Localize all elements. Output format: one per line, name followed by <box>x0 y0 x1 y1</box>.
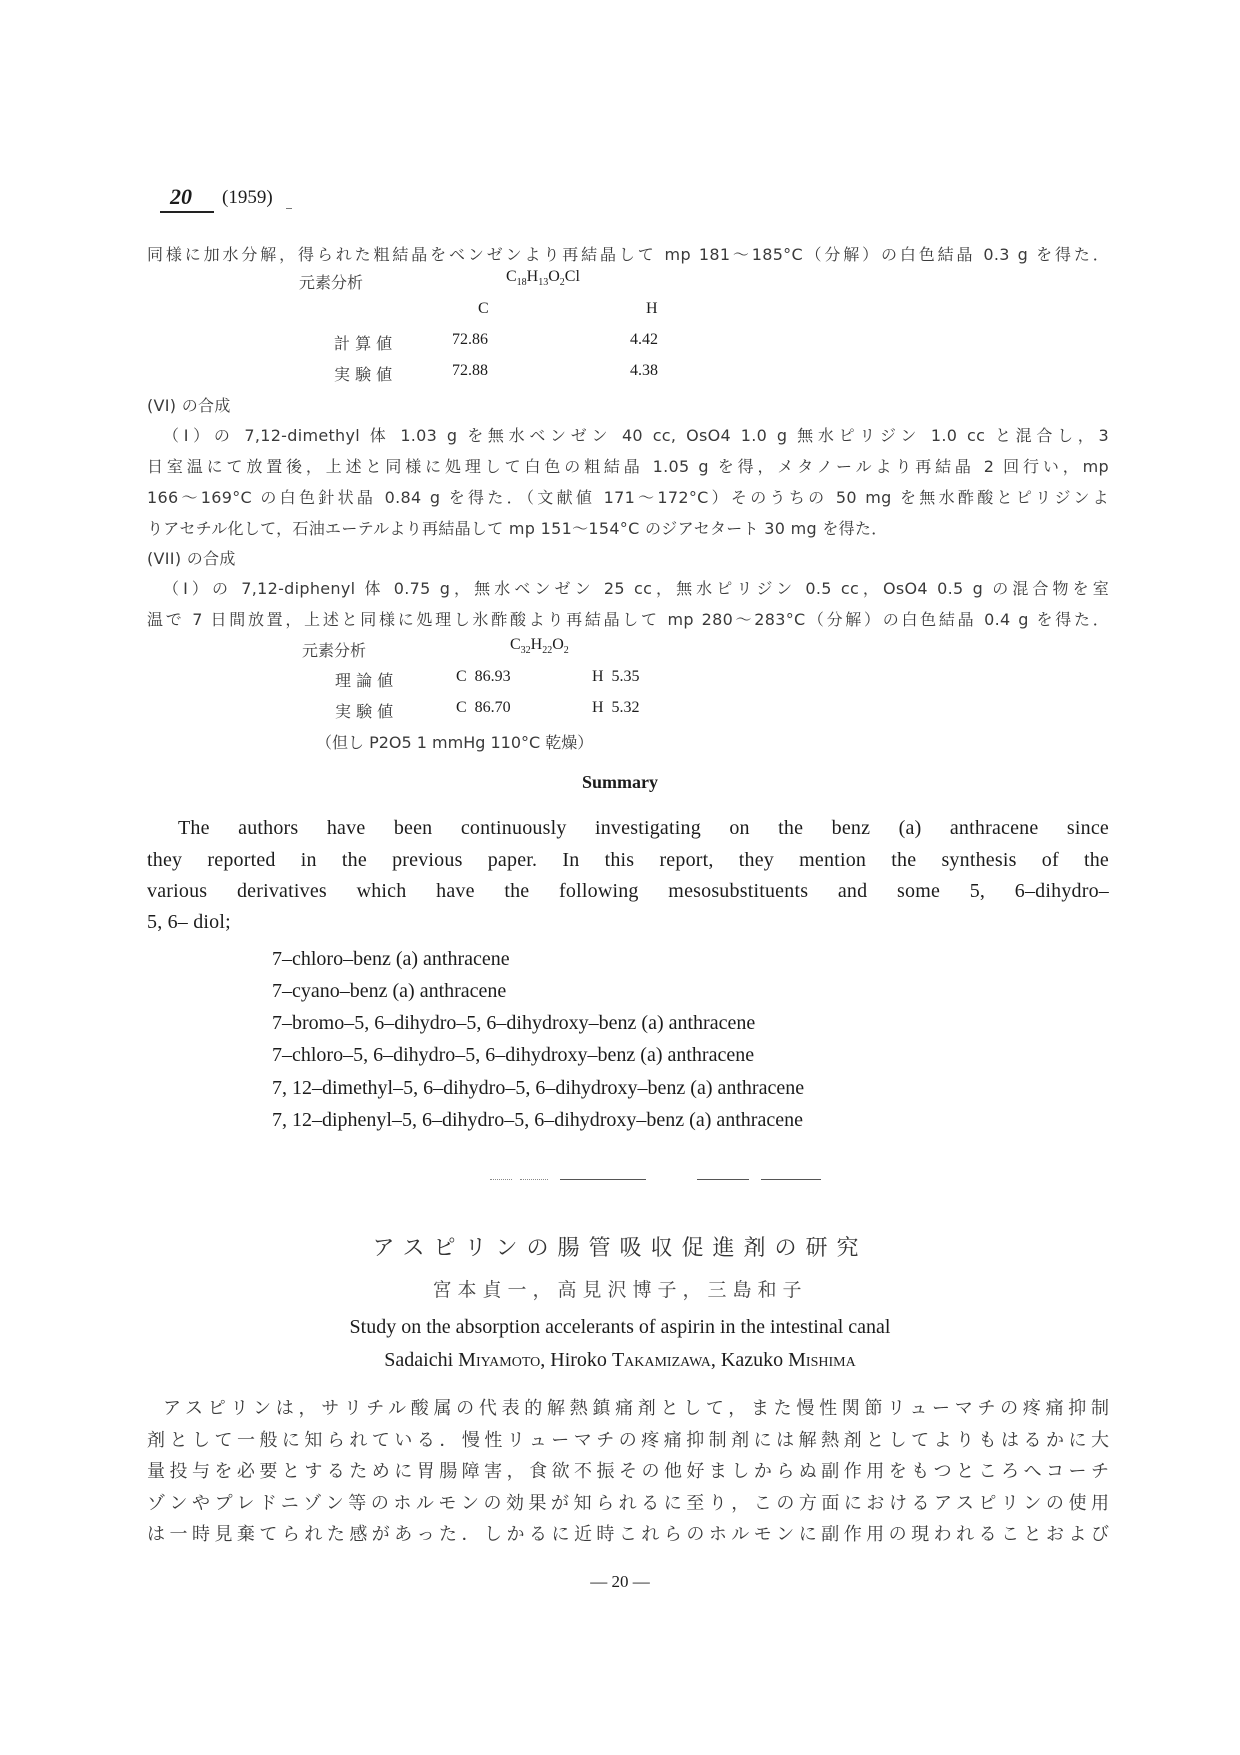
compound-item: 7–chloro–5, 6–dihydro–5, 6–dihydroxy–benz (a) anthracene <box>272 1044 755 1066</box>
paragraph-line: 166～169°C の白色針状晶 0.84 g を得た．（文献値 171～172°C）そのうちの 50 mg を無水酢酸とピリジンよ <box>147 488 1109 507</box>
paragraph-line: （I）の 7,12-diphenyl 体 0.75 g，無水ベンゼン 25 cc，無水ピリジン 0.5 cc，OsO4 0.5 g の混合物を室 <box>163 579 1109 598</box>
compound-item: 7, 12–dimethyl–5, 6–dihydro–5, 6–dihydroxy–benz (a) anthracene <box>272 1077 805 1099</box>
summary-line: various derivatives which have the following mesosubstituents and some 5, 6–dihydro– <box>147 880 1109 902</box>
paragraph-line: ゾンやプレドニゾン等のホルモンの効果が知られるに至り，この方面におけるアスピリンの使用 <box>147 1493 1109 1514</box>
analysis-label: 元素分析 <box>302 641 367 660</box>
compound-item: 7–bromo–5, 6–dihydro–5, 6–dihydroxy–benz (a) anthracene <box>272 1012 756 1034</box>
compound-item: 7, 12–diphenyl–5, 6–dihydro–5, 6–dihydroxy–benz (a) anthracene <box>272 1109 803 1131</box>
paragraph-line: 剤として一般に知られている．慢性リューマチの疼痛抑制剤には解熱剤としてよりもはるかに大 <box>147 1430 1109 1451</box>
row-label: 計 算 値 <box>334 334 393 353</box>
molecular-formula: $C_{32}H_{22}O_2$ <box>510 636 569 657</box>
author-first-name: Kazuko <box>720 1349 784 1371</box>
drying-note: （但し P2O5 1 mmHg 110°C 乾燥） <box>316 733 594 752</box>
paragraph-line: 量投与を必要とするために胃腸障害，食欲不振その他好ましからぬ副作用をもつところへコーチ <box>147 1461 1109 1482</box>
compound-item: 7–cyano–benz (a) anthracene <box>272 980 507 1002</box>
value-h: 4.38 <box>630 362 658 379</box>
summary-heading: Summary <box>582 772 658 792</box>
paragraph-line: （I）の 7,12-dimethyl 体 1.03 g を無水ベンゼン 40 cc, OsO4 1.0 g 無水ピリジン 1.0 cc と混合し，3 <box>163 426 1109 445</box>
publication-year: (1959) <box>222 187 273 208</box>
article-title-en: Study on the absorption accelerants of aspirin in the intestinal canal <box>349 1316 891 1338</box>
header-mark <box>286 208 292 209</box>
section-heading: (VI) の合成 <box>147 396 231 415</box>
paragraph-line: 温で 7 日間放置，上述と同様に処理し氷酢酸より再結晶して mp 280～283°C（分解）の白色結晶 0.4 g を得た． <box>147 610 1109 629</box>
paragraph-line: 日室温にて放置後，上述と同様に処理して白色の粗結晶 1.05 g を得，メタノールより再結晶 2 回行い，mp <box>147 457 1109 476</box>
paragraph-line: アスピリンは，サリチル酸属の代表的解熱鎮痛剤として，また慢性関節リューマチの疼痛抑制 <box>163 1398 1109 1419</box>
row-label: 実 験 値 <box>334 365 393 384</box>
paragraph-line: 同様に加水分解，得られた粗結晶をベンゼンより再結晶して mp 181～185°C（分解）の白色結晶 0.3 g を得た． <box>147 245 1109 264</box>
paragraph-line: りアセチル化して，石油エーテルより再結晶して mp 151～154°C のジアセタート 30 mg を得た． <box>147 519 888 538</box>
molecular-formula: $C_{18}H_{13}O_2Cl$ <box>506 268 580 289</box>
row-label: 実 験 値 <box>335 702 394 721</box>
author-first-name: Sadaichi <box>384 1349 454 1371</box>
author-first-name: Hiroko <box>550 1349 607 1371</box>
paragraph-line: は一時見棄てられた感があった．しかるに近時これらのホルモンに副作用の現われることおよび <box>147 1524 1109 1545</box>
value-h: H 5.32 <box>592 699 640 716</box>
article-authors-jp: 宮本貞一，高見沢博子，三島和子 <box>432 1279 808 1301</box>
volume-number: 20 <box>170 184 192 209</box>
summary-line: they reported in the previous paper. In this report, they mention the synthesis of the <box>147 849 1109 871</box>
row-label: 理 論 値 <box>335 671 394 690</box>
value-h: 4.42 <box>630 331 658 348</box>
article-authors-en: Sadaichi Miyamoto, Hiroko Takamizawa, Kazuko Mishima <box>384 1349 856 1371</box>
value-c: C 86.93 <box>456 668 511 685</box>
author-last-name: Mishima <box>788 1349 856 1371</box>
article-title-jp: アスピリンの腸管吸収促進剤の研究 <box>372 1236 868 1261</box>
value-h: H 5.35 <box>592 668 640 685</box>
value-c: 72.88 <box>452 362 488 379</box>
column-header-c: C <box>478 300 489 317</box>
volume-underline <box>160 211 214 213</box>
summary-line: The authors have been continuously investigating on the benz (a) anthracene since <box>178 817 1109 839</box>
author-last-name: Takamizawa <box>611 1349 711 1371</box>
page-number: — 20 — <box>590 1572 650 1591</box>
column-header-h: H <box>646 300 658 317</box>
value-c: C 86.70 <box>456 699 511 716</box>
compound-item: 7–chloro–benz (a) anthracene <box>272 948 510 970</box>
summary-line: 5, 6– diol; <box>147 911 231 933</box>
author-last-name: Miyamoto <box>458 1349 541 1371</box>
analysis-label: 元素分析 <box>299 273 364 292</box>
section-heading: (VII) の合成 <box>147 549 236 568</box>
value-c: 72.86 <box>452 331 488 348</box>
